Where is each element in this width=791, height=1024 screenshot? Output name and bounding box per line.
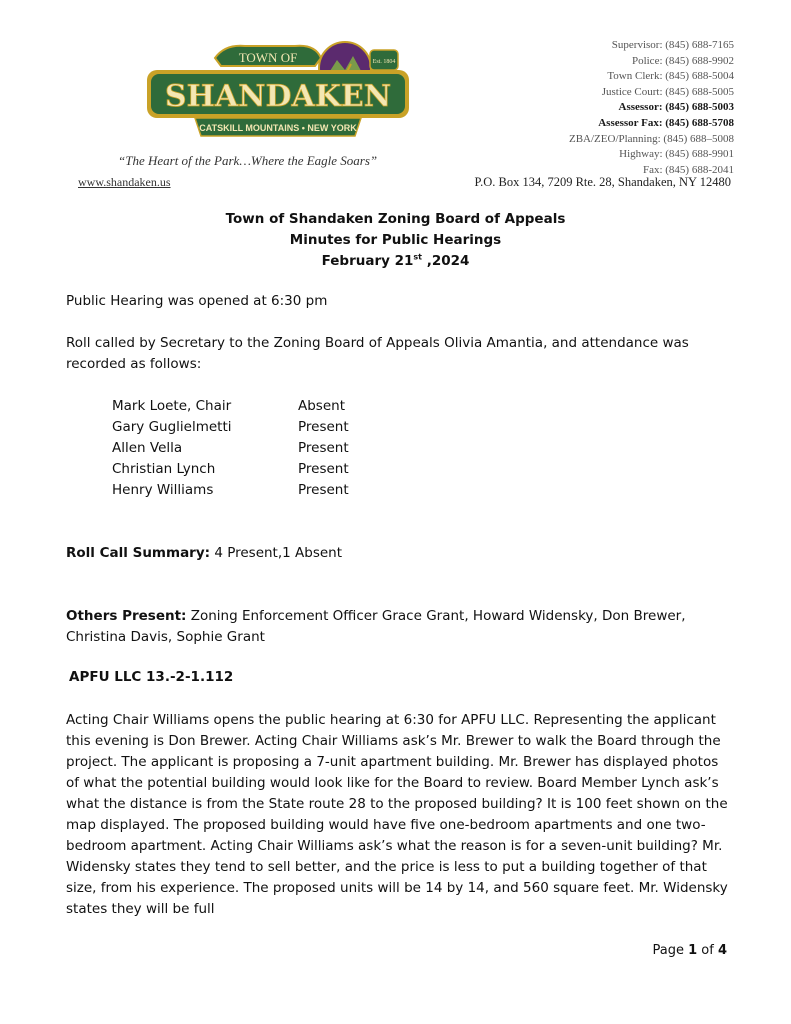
attendance-row	[112, 417, 349, 438]
contact-line: Highway: (845) 688-9901	[619, 148, 734, 161]
member-name: Allen Vella	[112, 440, 183, 456]
tagline: “The Heart of the Park…Where the Eagle Soars”	[118, 153, 378, 168]
town-logo	[145, 38, 411, 150]
roll-call-summary: Roll Call Summary: 4 Present,1 Absent	[66, 545, 343, 561]
attendance-row	[112, 396, 349, 417]
contact-line: Assessor Fax: (845) 688-5708	[598, 116, 734, 129]
page-number: Page 1 of 4	[652, 943, 727, 958]
hearing-paragraph: Acting Chair Williams opens the public hearing at 6:30 for APFU LLC. Representing the applicant this evening is Don Brewer. Acting Chair Williams ask’s Mr. Brewer to walk the Board through the project. The applicant is proposing a 7-unit apartment building. Mr. Brewer has displayed photos of what the potential building would look like for the Board to review. Board Member Lynch ask’s what the distance is from the State route 28 to the proposed building? It is 100 feet shown on the map displayed. The proposed building would have five one-bedroom apartments and one two-bedroom apartment. Acting Chair Williams ask’s what the reason is for a seven-unit building? Mr. Widensky states they tend to sell better, and the price is less to put a building together of that size, from his experience. The proposed units will be 14 by 14, and 560 square feet. Mr. Widensky states they will be full	[66, 712, 728, 917]
website-link[interactable]: www.shandaken.us	[78, 175, 171, 189]
title-line-2: Minutes for Public Hearings	[289, 232, 502, 248]
member-status: Present	[298, 461, 349, 477]
attendance-row	[112, 438, 349, 459]
logo-top-text: TOWN OF	[238, 50, 298, 65]
contact-line: Fax: (845) 688-2041	[642, 163, 734, 176]
member-name: Mark Loete, Chair	[112, 398, 232, 414]
document-title	[0, 209, 791, 272]
member-name: Henry Williams	[112, 482, 214, 498]
logo-main-text: SHANDAKEN	[164, 79, 392, 114]
member-name: Gary Guglielmetti	[112, 419, 232, 435]
contact-list	[569, 38, 734, 178]
roll-call-statement: Roll called by Secretary to the Zoning Board of Appeals Olivia Amantia, and attendance was recorded as follows:	[66, 335, 689, 372]
member-status: Present	[298, 419, 349, 435]
contact-line: Assessor: (845) 688-5003	[618, 101, 734, 114]
section-heading: APFU LLC 13.-2-1.112	[69, 669, 234, 685]
logo-sub-text: CATSKILL MOUNTAINS • NEW YORK	[199, 123, 357, 133]
contact-line: Supervisor: (845) 688-7165	[611, 39, 734, 51]
title-date: February 21st ,2024	[321, 252, 470, 269]
member-status: Present	[298, 482, 349, 498]
opening-statement: Public Hearing was opened at 6:30 pm	[66, 293, 328, 309]
contact-line: Justice Court: (845) 688-5005	[601, 85, 734, 98]
attendance-row	[112, 459, 349, 480]
title-line-1: Town of Shandaken Zoning Board of Appeals	[225, 211, 566, 227]
contact-line: Town Clerk: (845) 688-5004	[607, 70, 734, 83]
member-status: Present	[298, 440, 349, 456]
member-status: Absent	[298, 398, 345, 414]
attendance-list	[112, 396, 349, 501]
attendance-row	[112, 480, 349, 501]
member-name: Christian Lynch	[112, 461, 216, 477]
mailing-address: P.O. Box 134, 7209 Rte. 28, Shandaken, NY 12480	[474, 175, 731, 189]
others-present: Others Present: Zoning Enforcement Officer Grace Grant, Howard Widensky, Don Brewer, Christina Davis, Sophie Grant	[66, 608, 686, 645]
contact-line: Police: (845) 688-9902	[631, 54, 734, 67]
contact-line: ZBA/ZEO/Planning: (845) 688–5008	[569, 132, 734, 145]
logo-badge-text: Est. 1804	[372, 59, 396, 65]
